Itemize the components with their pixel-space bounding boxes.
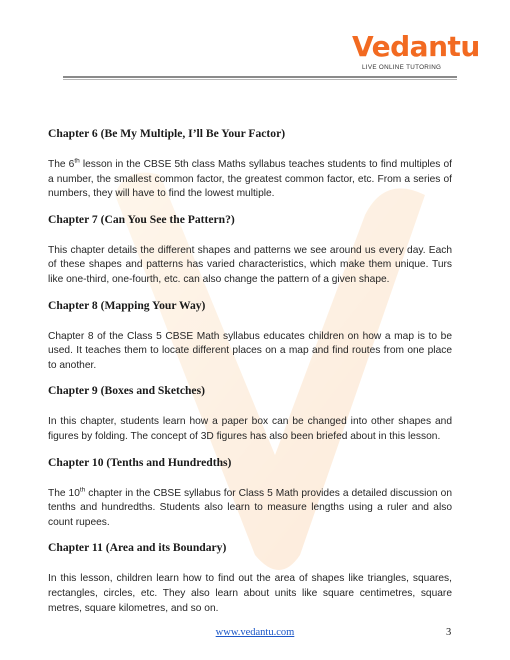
chapter-heading: Chapter 7 (Can You See the Pattern?) — [48, 212, 235, 226]
chapter-heading: Chapter 6 (Be My Multiple, I’ll Be Your Factor) — [48, 127, 286, 140]
chapter-heading: Chapter 10 (Tenths and Hundredths) — [48, 455, 232, 469]
chapter-6 — [48, 127, 452, 202]
chapter-description: In this chapter, students learn how a paper box can be changed into other shapes and figures by folding. The concept of 3D figures has also been briefed about in this lesson. — [48, 416, 452, 442]
chapter-description: The 10th chapter in the CBSE syllabus for Class 5 Math provides a detailed discussion on tenths and hundredths. Students also learn to measure lengths using a ruler and also count rupees. — [48, 486, 452, 528]
chapter-10 — [48, 456, 452, 531]
page-number: 3 — [446, 627, 452, 638]
chapter-8 — [48, 299, 452, 374]
chapter-description: The 6th lesson in the CBSE 5th class Maths syllabus teaches students to find multiples of a number, the smallest common factor, the greatest common factor, etc. From a series of numbers, they will have to find the lowest multiple. — [48, 157, 452, 200]
chapter-description: Chapter 8 of the Class 5 CBSE Math syllabus educates children on how a map is to be used. It teaches them to locate different places on a map and find routes from one place to another. — [48, 330, 452, 371]
chapter-heading: Chapter 8 (Mapping Your Way) — [48, 298, 206, 312]
chapter-description: This chapter details the different shapes and patterns we see around us every day. Each of these shapes and patterns has varied characteristics, which make them unique. Turs like one-third, one-fourth, etc. can also change the pattern of a given shape. — [48, 244, 452, 285]
chapter-9 — [48, 384, 452, 444]
chapter-7 — [48, 213, 452, 288]
header-divider — [63, 76, 457, 80]
footer-website-link[interactable]: www.vedantu.com — [215, 627, 295, 638]
chapter-heading: Chapter 11 (Area and its Boundary) — [48, 541, 227, 555]
chapter-11 — [48, 541, 452, 616]
chapter-list — [48, 127, 452, 627]
chapter-description: In this lesson, children learn how to find out the area of shapes like triangles, squares, rectangles, circles, etc. They also learn about units like square centimetres, square metres, square kilometres, and so on. — [48, 573, 452, 614]
logo-wordmark: Vedantu — [352, 30, 480, 63]
chapter-heading: Chapter 9 (Boxes and Sketches) — [48, 384, 205, 398]
vedantu-logo — [352, 30, 480, 78]
logo-tagline: LIVE ONLINE TUTORING — [362, 64, 442, 71]
